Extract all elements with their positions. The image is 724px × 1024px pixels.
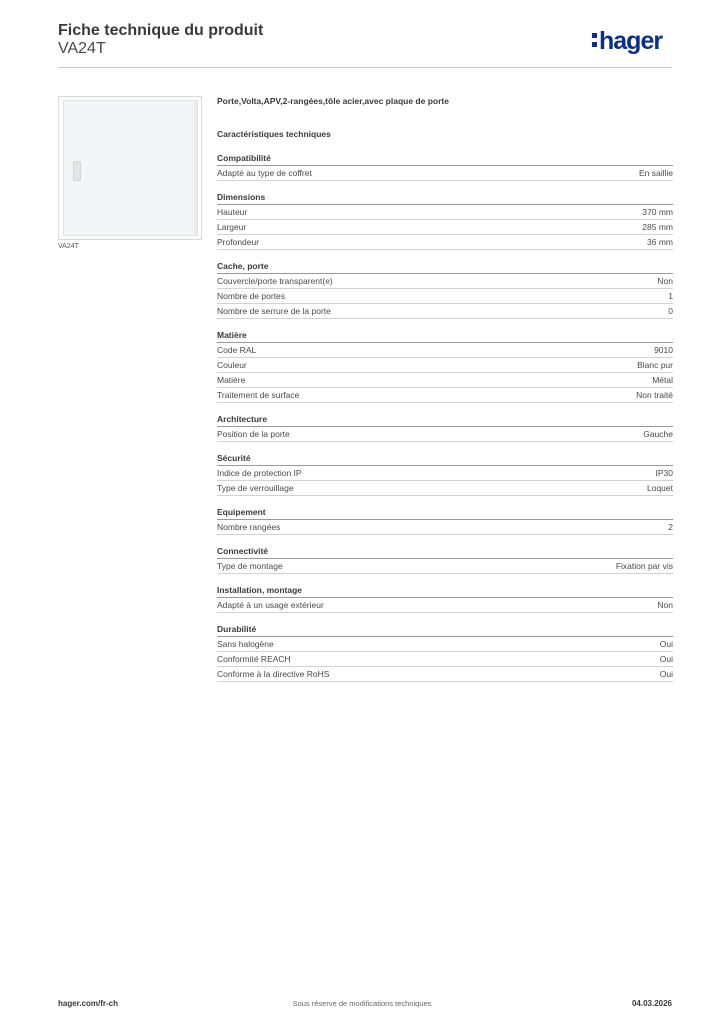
spec-row <box>217 304 673 319</box>
spec-row <box>217 559 673 574</box>
spec-group <box>217 151 673 181</box>
spec-label: Nombre de serrure de la porte <box>217 306 331 316</box>
spec-row <box>217 289 673 304</box>
spec-group <box>217 451 673 496</box>
spec-label: Nombre de portes <box>217 291 286 301</box>
product-image-caption: VA24T <box>58 243 79 250</box>
spec-label: Type de verrouillage <box>217 483 294 493</box>
section-title: Caractéristiques techniques <box>217 129 331 139</box>
spec-value: Non <box>657 276 673 286</box>
spec-group-title: Durabilité <box>217 622 673 637</box>
footer-disclaimer: Sous réserve de modifications techniques <box>292 999 432 1008</box>
logo-dots-icon <box>592 33 597 51</box>
logo-text: hager <box>599 27 663 55</box>
spec-label: Couvercle/porte transparent(e) <box>217 276 333 286</box>
spec-label: Hauteur <box>217 207 248 217</box>
spec-label: Matière <box>217 375 246 385</box>
spec-row <box>217 637 673 652</box>
spec-row <box>217 358 673 373</box>
spec-value: Non traité <box>636 390 673 400</box>
spec-group-title: Cache, porte <box>217 259 673 274</box>
spec-row <box>217 427 673 442</box>
spec-row <box>217 388 673 403</box>
spec-label: Conforme à la directive RoHS <box>217 669 330 679</box>
hager-logo[interactable] <box>592 27 662 56</box>
spec-value: 285 mm <box>642 222 673 232</box>
footer-date: 04.03.2026 <box>631 999 672 1008</box>
spec-value: Blanc pur <box>637 360 673 370</box>
spec-value: 2 <box>668 522 673 532</box>
spec-label: Sans halogène <box>217 639 274 649</box>
spec-row <box>217 667 673 682</box>
spec-label: Conformité REACH <box>217 654 291 664</box>
spec-value: 1 <box>668 291 673 301</box>
spec-label: Traitement de surface <box>217 390 300 400</box>
spec-value: Métal <box>652 375 673 385</box>
spec-group <box>217 544 673 574</box>
spec-row <box>217 166 673 181</box>
product-description: Porte,Volta,APV,2-rangées,tôle acier,avec plaque de porte <box>217 96 449 106</box>
spec-label: Adapté à un usage extérieur <box>217 600 324 610</box>
spec-group-title: Sécurité <box>217 451 673 466</box>
spec-group <box>217 622 673 682</box>
spec-row <box>217 205 673 220</box>
spec-group-title: Architecture <box>217 412 673 427</box>
spec-group <box>217 328 673 403</box>
spec-row <box>217 652 673 667</box>
spec-row <box>217 343 673 358</box>
spec-row <box>217 598 673 613</box>
spec-group <box>217 583 673 613</box>
spec-value: 0 <box>668 306 673 316</box>
spec-value: Fixation par vis <box>615 561 673 571</box>
spec-group-title: Installation, montage <box>217 583 673 598</box>
spec-group-title: Compatibilité <box>217 151 673 166</box>
product-image <box>58 96 202 240</box>
spec-group-title: Equipement <box>217 505 673 520</box>
spec-value: IP30 <box>655 468 673 478</box>
spec-value: 36 mm <box>647 237 673 247</box>
spec-label: Code RAL <box>217 345 257 355</box>
spec-group <box>217 505 673 535</box>
spec-label: Largeur <box>217 222 247 232</box>
product-code: VA24T <box>58 40 106 57</box>
page-title: Fiche technique du produit <box>58 22 264 39</box>
spec-label: Couleur <box>217 360 247 370</box>
spec-group <box>217 259 673 319</box>
spec-group-title: Connectivité <box>217 544 673 559</box>
spec-row <box>217 520 673 535</box>
spec-group-title: Dimensions <box>217 190 673 205</box>
spec-row <box>217 274 673 289</box>
spec-row <box>217 466 673 481</box>
header-divider <box>58 67 672 68</box>
spec-value: 370 mm <box>642 207 673 217</box>
spec-row <box>217 481 673 496</box>
spec-value: Gauche <box>643 429 673 439</box>
spec-row <box>217 235 673 250</box>
spec-content <box>217 92 673 682</box>
spec-label: Adapté au type de coffret <box>217 168 312 178</box>
spec-value: Oui <box>659 654 673 664</box>
spec-value: En saillie <box>638 168 673 178</box>
spec-label: Indice de protection IP <box>217 468 302 478</box>
door-handle-icon <box>73 161 81 181</box>
spec-value: Oui <box>659 639 673 649</box>
spec-label: Type de montage <box>217 561 283 571</box>
spec-label: Profondeur <box>217 237 260 247</box>
spec-value: Loquet <box>647 483 673 493</box>
spec-value: Non <box>657 600 673 610</box>
spec-label: Nombre rangées <box>217 522 281 532</box>
spec-group <box>217 190 673 250</box>
door-panel-image <box>63 100 198 236</box>
spec-group <box>217 412 673 442</box>
spec-row <box>217 220 673 235</box>
spec-label: Position de la porte <box>217 429 290 439</box>
spec-value: 9010 <box>654 345 673 355</box>
spec-group-title: Matière <box>217 328 673 343</box>
spec-value: Oui <box>659 669 673 679</box>
footer-website[interactable]: hager.com/fr-ch <box>58 999 119 1008</box>
spec-row <box>217 373 673 388</box>
spec-groups <box>217 151 673 682</box>
